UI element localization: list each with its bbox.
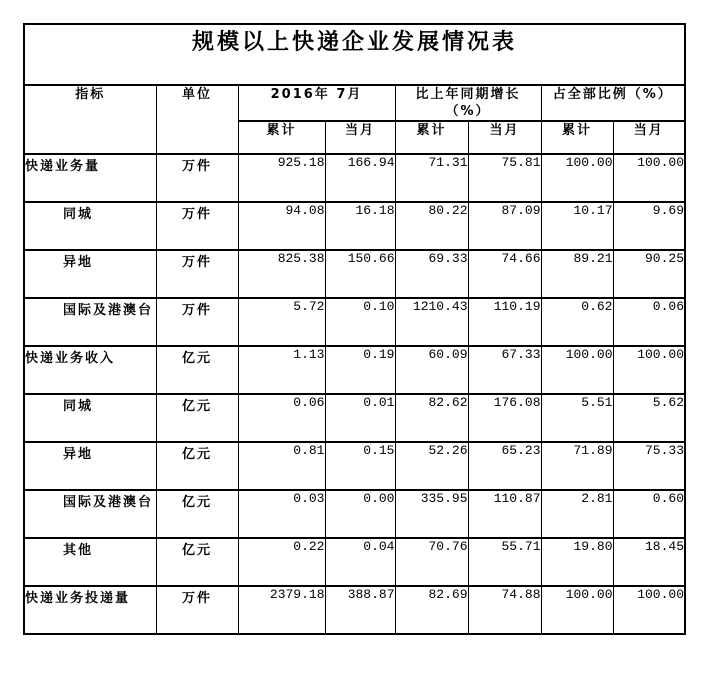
- value-cell: 74.66: [468, 250, 541, 298]
- value-cell: 0.01: [325, 394, 395, 442]
- value-cell: 0.81: [238, 442, 325, 490]
- value-cell: 18.45: [613, 538, 685, 586]
- value-cell: 55.71: [468, 538, 541, 586]
- value-cell: 0.03: [238, 490, 325, 538]
- indicator-cell: 其他: [24, 538, 156, 586]
- header-share: 占全部比例（%）: [541, 85, 685, 121]
- table-title: 规模以上快递企业发展情况表: [24, 24, 685, 85]
- value-cell: 0.10: [325, 298, 395, 346]
- value-cell: 825.38: [238, 250, 325, 298]
- header-share-cumulative: 累计: [541, 121, 613, 154]
- header-share-month: 当月: [613, 121, 685, 154]
- header-growth-line2: （%）: [445, 104, 491, 119]
- value-cell: 60.09: [395, 346, 468, 394]
- value-cell: 100.00: [541, 154, 613, 202]
- header-growth-cumulative: 累计: [395, 121, 468, 154]
- express-stats-table: [23, 23, 686, 635]
- indicator-cell: 快递业务投递量: [24, 586, 156, 634]
- value-cell: 0.15: [325, 442, 395, 490]
- table-body: [24, 154, 685, 634]
- value-cell: 0.06: [238, 394, 325, 442]
- unit-cell: 万件: [156, 154, 238, 202]
- header-period-month: 当月: [325, 121, 395, 154]
- value-cell: 90.25: [613, 250, 685, 298]
- table-row: [24, 154, 685, 202]
- value-cell: 16.18: [325, 202, 395, 250]
- value-cell: 110.19: [468, 298, 541, 346]
- header-period-cumulative: 累计: [238, 121, 325, 154]
- header-growth: [395, 85, 541, 121]
- value-cell: 335.95: [395, 490, 468, 538]
- value-cell: 80.22: [395, 202, 468, 250]
- header-row-groups: [24, 85, 685, 121]
- value-cell: 5.62: [613, 394, 685, 442]
- unit-cell: 亿元: [156, 538, 238, 586]
- value-cell: 5.72: [238, 298, 325, 346]
- unit-cell: 亿元: [156, 346, 238, 394]
- value-cell: 0.22: [238, 538, 325, 586]
- table-row: [24, 298, 685, 346]
- table-row: [24, 202, 685, 250]
- unit-cell: 亿元: [156, 490, 238, 538]
- value-cell: 0.00: [325, 490, 395, 538]
- header-growth-month: 当月: [468, 121, 541, 154]
- table-row: [24, 538, 685, 586]
- indicator-cell: 同城: [24, 202, 156, 250]
- value-cell: 150.66: [325, 250, 395, 298]
- indicator-cell: 国际及港澳台: [24, 490, 156, 538]
- value-cell: 82.69: [395, 586, 468, 634]
- unit-cell: 万件: [156, 298, 238, 346]
- value-cell: 69.33: [395, 250, 468, 298]
- header-period: 2016年 7月: [238, 85, 395, 121]
- unit-cell: 万件: [156, 202, 238, 250]
- unit-cell: 万件: [156, 250, 238, 298]
- indicator-cell: 快递业务收入: [24, 346, 156, 394]
- value-cell: 100.00: [613, 346, 685, 394]
- header-growth-line1: 比上年同期增长: [415, 87, 521, 102]
- value-cell: 10.17: [541, 202, 613, 250]
- value-cell: 67.33: [468, 346, 541, 394]
- value-cell: 75.33: [613, 442, 685, 490]
- value-cell: 5.51: [541, 394, 613, 442]
- value-cell: 1210.43: [395, 298, 468, 346]
- value-cell: 9.69: [613, 202, 685, 250]
- title-row: [24, 24, 685, 85]
- value-cell: 89.21: [541, 250, 613, 298]
- value-cell: 166.94: [325, 154, 395, 202]
- value-cell: 100.00: [613, 586, 685, 634]
- value-cell: 0.62: [541, 298, 613, 346]
- value-cell: 75.81: [468, 154, 541, 202]
- value-cell: 94.08: [238, 202, 325, 250]
- value-cell: 100.00: [541, 346, 613, 394]
- table-row: [24, 250, 685, 298]
- value-cell: 2379.18: [238, 586, 325, 634]
- indicator-cell: 异地: [24, 442, 156, 490]
- header-unit: 单位: [156, 85, 238, 154]
- indicator-cell: 国际及港澳台: [24, 298, 156, 346]
- value-cell: 388.87: [325, 586, 395, 634]
- value-cell: 82.62: [395, 394, 468, 442]
- value-cell: 0.06: [613, 298, 685, 346]
- unit-cell: 亿元: [156, 442, 238, 490]
- table-row: [24, 586, 685, 634]
- value-cell: 65.23: [468, 442, 541, 490]
- indicator-cell: 同城: [24, 394, 156, 442]
- unit-cell: 万件: [156, 586, 238, 634]
- indicator-cell: 快递业务量: [24, 154, 156, 202]
- value-cell: 2.81: [541, 490, 613, 538]
- value-cell: 87.09: [468, 202, 541, 250]
- value-cell: 0.60: [613, 490, 685, 538]
- unit-cell: 亿元: [156, 394, 238, 442]
- value-cell: 52.26: [395, 442, 468, 490]
- header-indicator: 指标: [24, 85, 156, 154]
- value-cell: 19.80: [541, 538, 613, 586]
- value-cell: 71.89: [541, 442, 613, 490]
- table-row: [24, 490, 685, 538]
- value-cell: 71.31: [395, 154, 468, 202]
- value-cell: 100.00: [613, 154, 685, 202]
- value-cell: 110.87: [468, 490, 541, 538]
- value-cell: 925.18: [238, 154, 325, 202]
- table-row: [24, 394, 685, 442]
- value-cell: 0.19: [325, 346, 395, 394]
- value-cell: 74.88: [468, 586, 541, 634]
- value-cell: 0.04: [325, 538, 395, 586]
- value-cell: 1.13: [238, 346, 325, 394]
- table-row: [24, 346, 685, 394]
- value-cell: 70.76: [395, 538, 468, 586]
- value-cell: 176.08: [468, 394, 541, 442]
- table-row: [24, 442, 685, 490]
- value-cell: 100.00: [541, 586, 613, 634]
- indicator-cell: 异地: [24, 250, 156, 298]
